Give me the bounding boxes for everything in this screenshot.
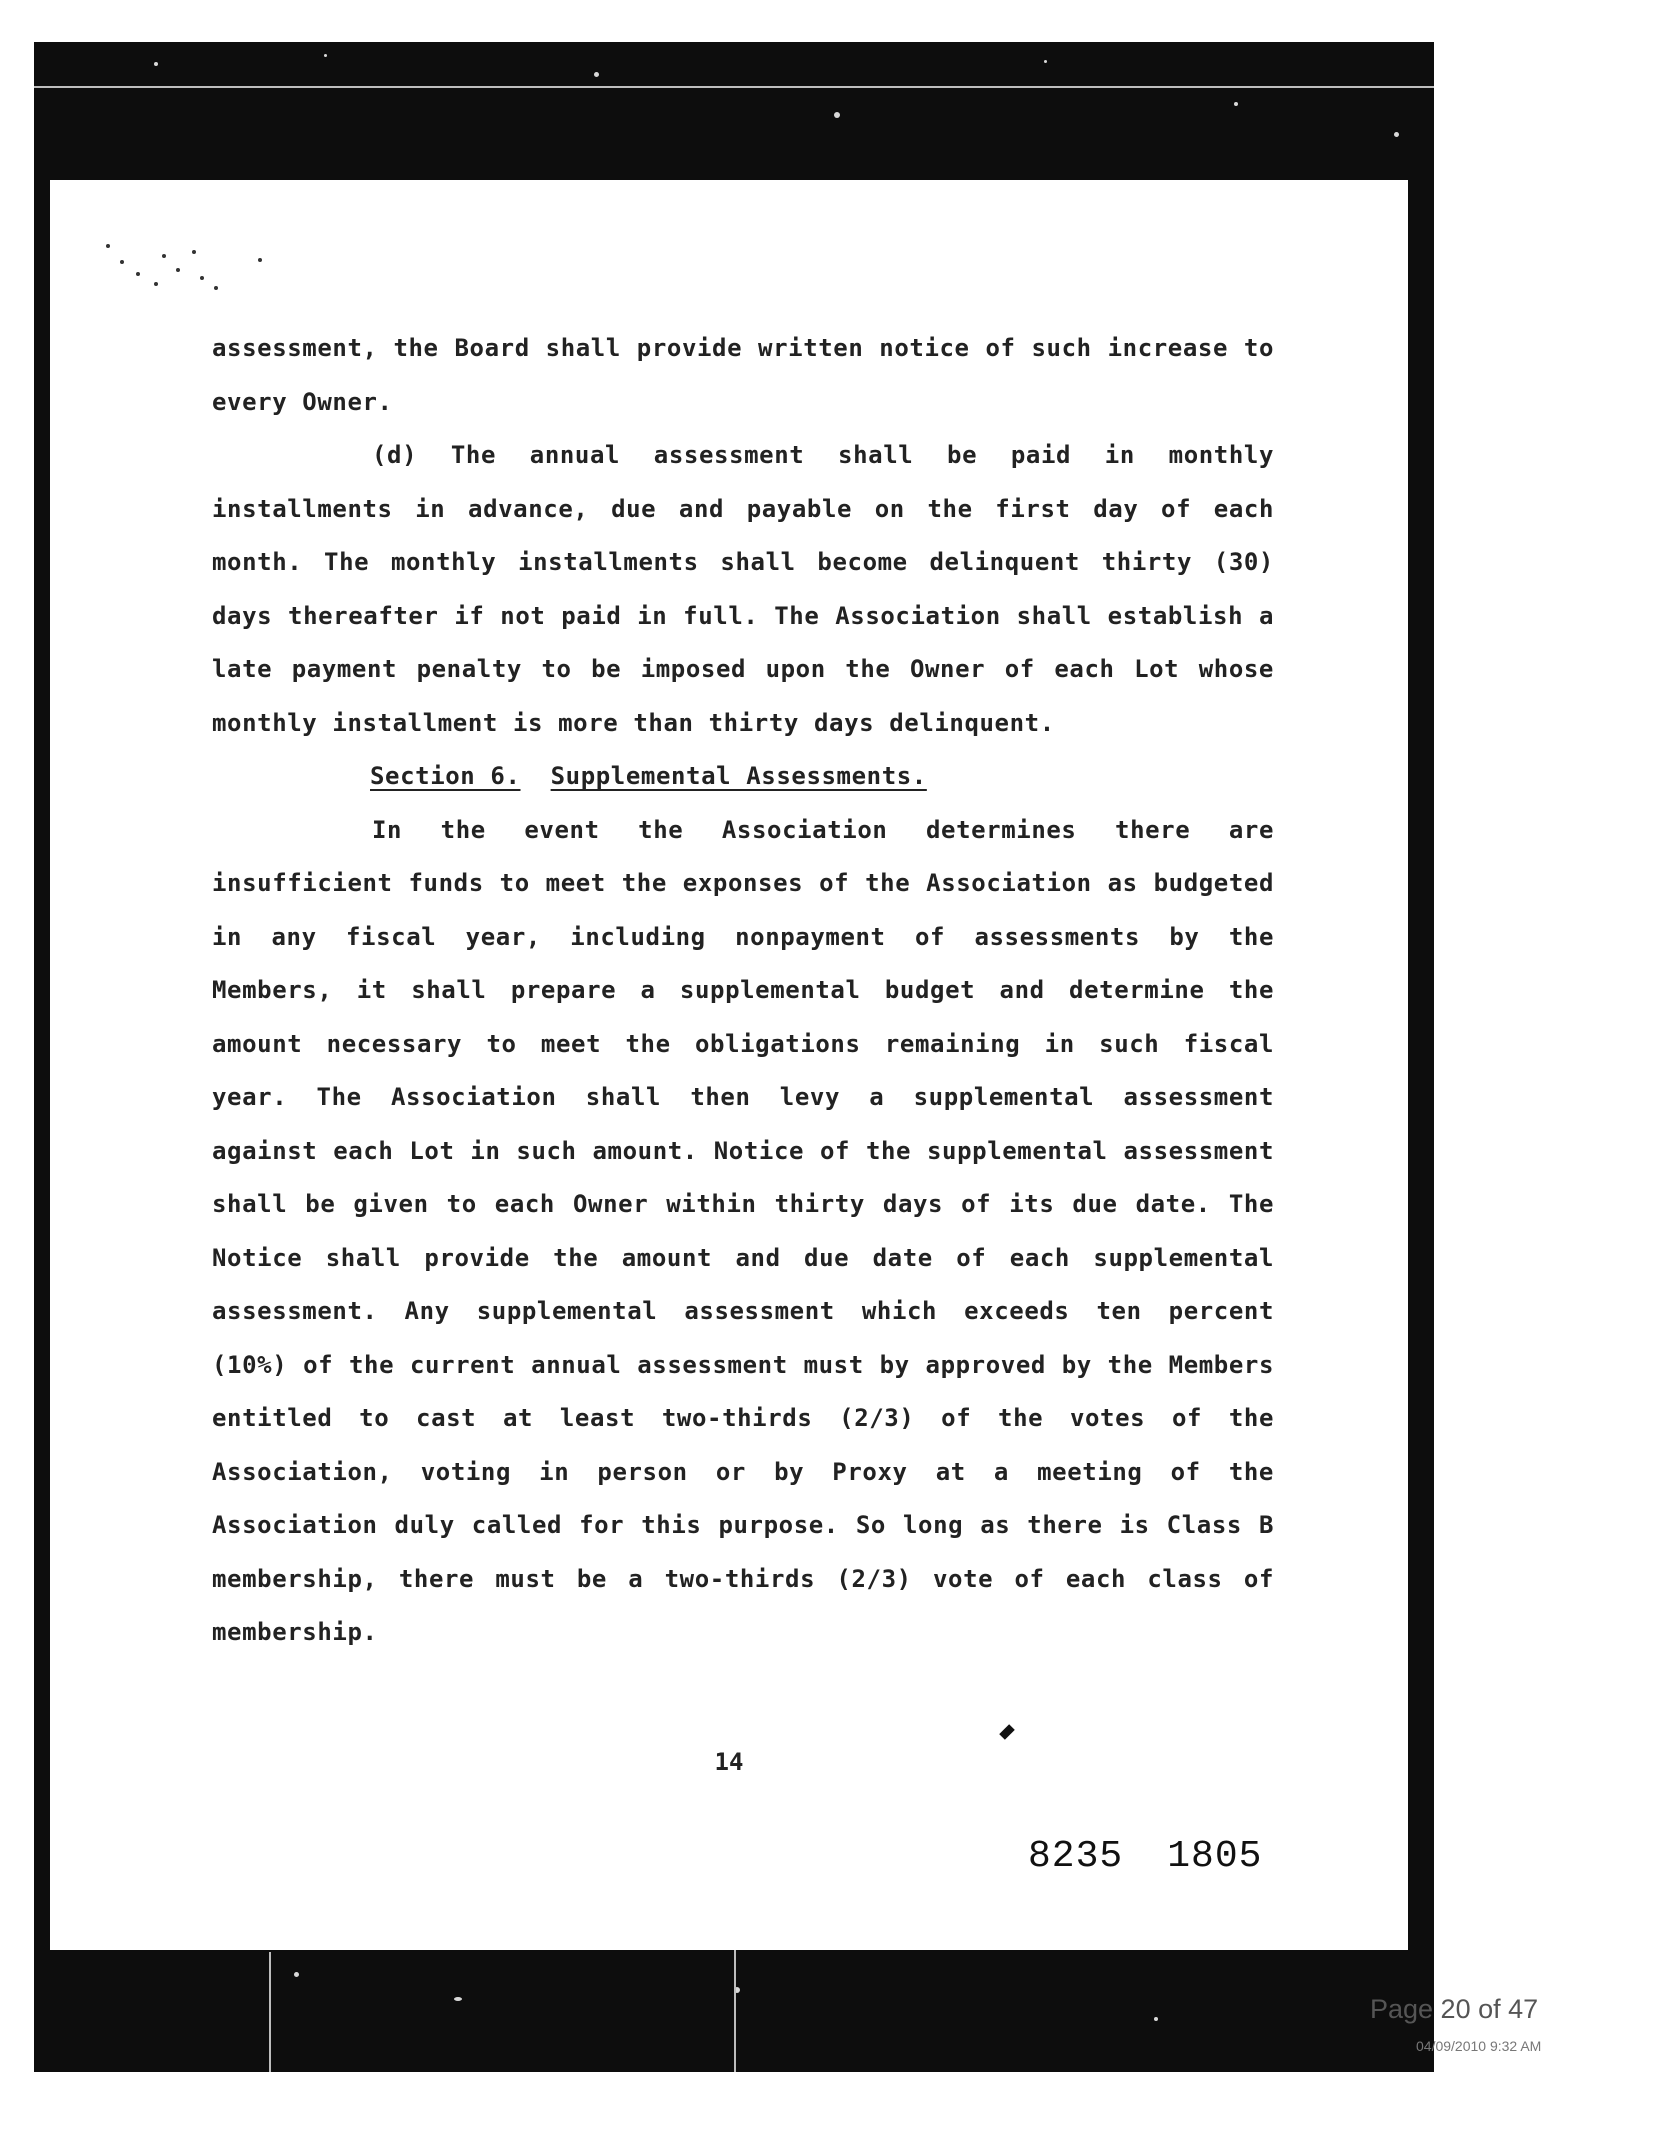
page-number: 14 (714, 1748, 744, 1776)
document-page (50, 180, 1408, 1950)
book-number: 8235 (1028, 1835, 1124, 1878)
body-text (212, 322, 1274, 1660)
pen-mark (999, 1724, 1015, 1740)
scan-dots (102, 240, 222, 310)
section-title: Supplemental Assessments. (550, 762, 927, 790)
paragraph-assessment-notice: assessment, the Board shall provide written notice of such increase to every Owner. (212, 334, 1274, 416)
section-heading (212, 750, 1274, 804)
section-number: Section 6. (370, 762, 521, 790)
book-page-number: 1805 (1167, 1835, 1263, 1878)
viewer-page-counter: Page 20 of 47 (1370, 1994, 1539, 2024)
viewer-timestamp: 04/09/2010 9:32 AM (1416, 2038, 1542, 2054)
paragraph-annual-assessment: (d) The annual assessment shall be paid in monthly installments in advance, due and payable on the first day of each month. The monthly installments shall become delinquent thirty (30) days thereafter if not paid in full. The Association shall establish a late payment penalty to be imposed upon the Owner of each Lot whose monthly installment is more than thirty days delinquent. (212, 441, 1274, 737)
book-page-reference (1028, 1835, 1262, 1878)
paragraph-supplemental-assessments: In the event the Association determines there are insufficient funds to meet the exponses of the Association as budgeted in any fiscal year, including nonpayment of assessments by the Members, it shall prepare a supplemental budget and determine the amount necessary to meet the obligations remaining in such fiscal year. The Association shall then levy a supplemental assessment against each Lot in such amount. Notice of the supplemental assessment shall be given to each Owner within thirty days of its due date. The Notice shall provide the amount and due date of each supplemental assessment. Any supplemental assessment which exceeds ten percent (10%) of the current annual assessment must by approved by the Members entitled to cast at least two-thirds (2/3) of the votes of the Association, voting in person or by Proxy at a meeting of the Association duly called for this purpose. So long as there is Class B membership, there must be a two-thirds (2/3) vote of each class of membership. (212, 815, 1274, 1646)
